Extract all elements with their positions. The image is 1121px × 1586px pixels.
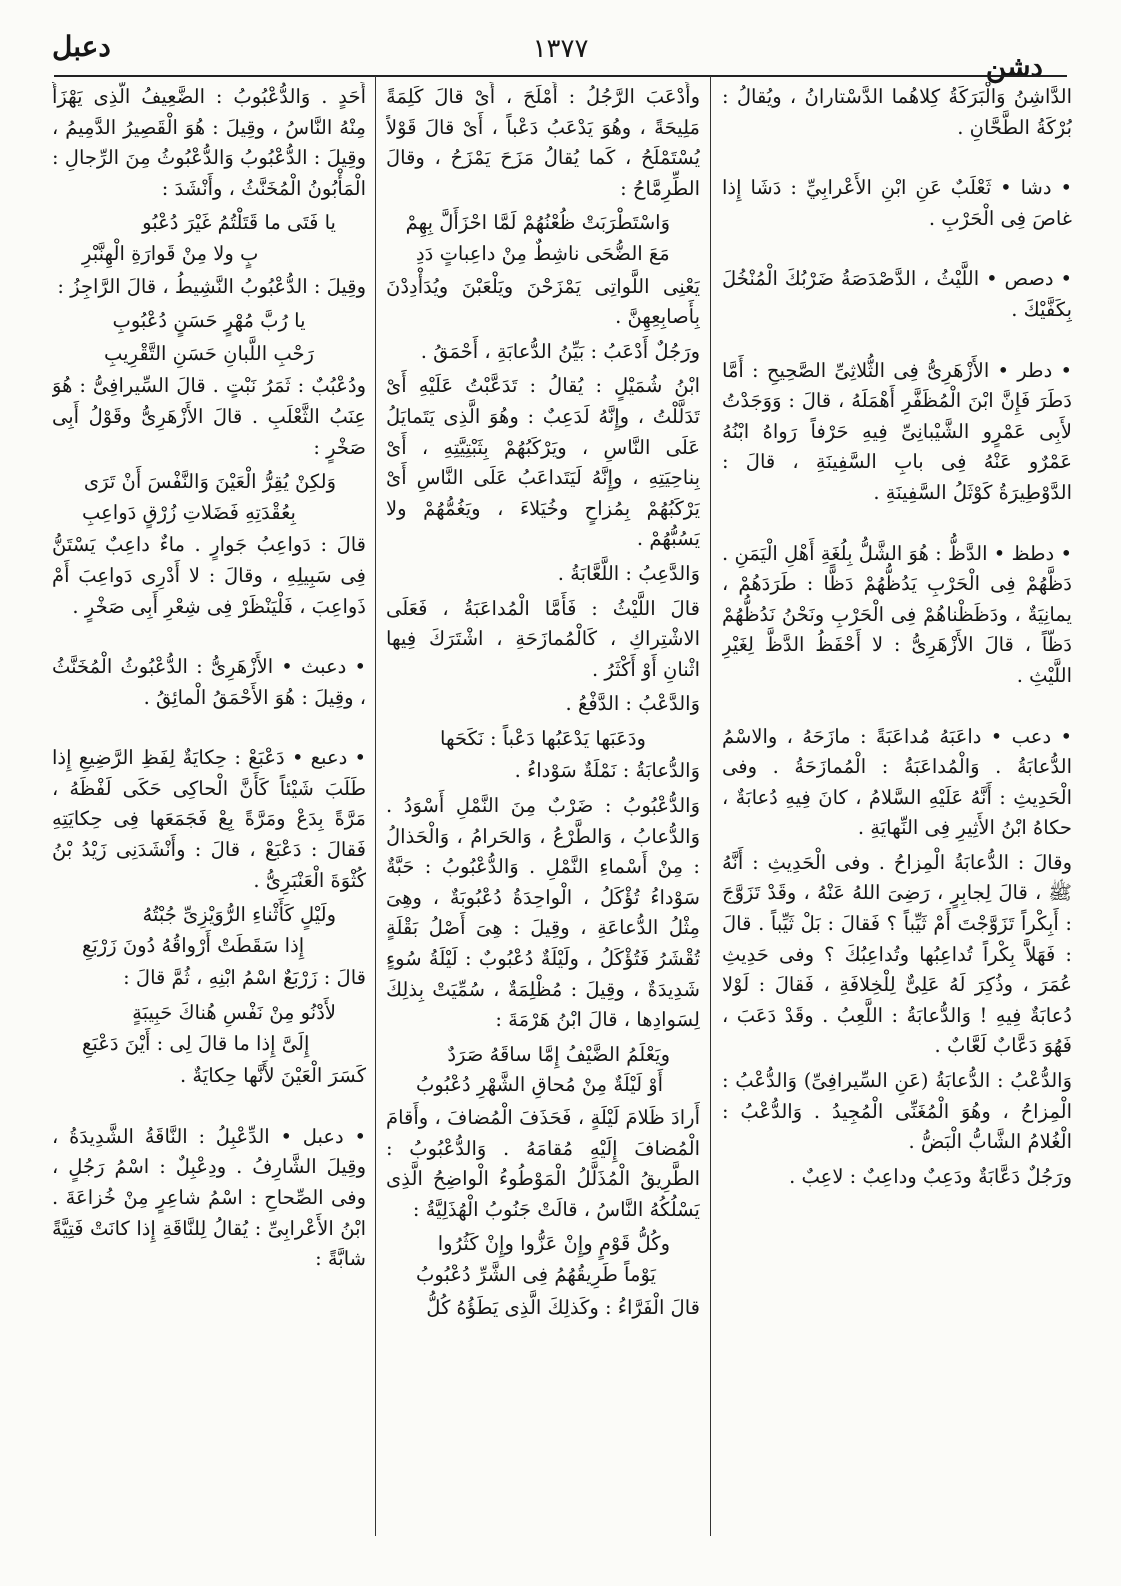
column-divider-left: [375, 76, 376, 1536]
verse-line: أَوْ لَيْلَةٌ مِنْ مُحاقِ الشَّهْرِ دُعْبُوبُ: [416, 1073, 664, 1097]
column-right: [722, 82, 1072, 1552]
paragraph: وقالَ : الدُّعابَةُ الْمِزاحُ . وفى الْحَدِيثِ : أَنَّهُ ﷺ ، قالَ لِجابِرٍ ، رَضِىَ اللهُ عَنْهُ ، وقَدْ تَزَوَّجَ : أَبِكْراً تَزَوَّجْتَ أَمْ ثَيِّباً ؟ فَقالَ : بَلْ ثَيِّباً . قالَ : فَهَلاَّ بِكْراً تُداعِبُها وتُداعِبُكَ ؟ وفى حَدِيثِ عُمَرَ ، وذُكِرَ لَهُ عَلِىٌّ لِلْخِلافَةِ ، فَقالَ : لَوْلا دُعابَةٌ فِيهِ ! وَالدُّعابَةُ : اللَّعِبُ . وقَدْ دَعَبَ ، فَهُوَ دَعَّابٌ لَعَّابٌ .: [722, 850, 1072, 1058]
verse-line: بٍ ولا مِنْ قَوارَةِ الْهِنَّبْرِ: [82, 241, 259, 265]
paragraph: وَالدُّعابَةُ : نَمْلَةٌ سَوْداءُ .: [514, 759, 700, 783]
verse-line: رَحْبِ اللَّبانِ حَسَنِ التَّقْرِيبِ: [104, 341, 314, 365]
entry-dasas: • دصص • اللَّيْثُ ، الدَّصْدَصَةُ ضَرْبُكَ الْمُنْخُلَ بِكَفَّيْكَ .: [722, 267, 1072, 321]
paragraph: وَالدُّعْبُ : الدُّعابَةُ (عَنِ السِّيرافِىِّ) وَالدُّعْبُ : الْمِزاحُ ، وهُوَ الْمُغَنِّى الْمُجِيدُ . وَالدُّعْبُ : الْغُلامُ الشَّابُّ الْبَضُّ .: [722, 1069, 1072, 1154]
verse-line: وكُلُّ قَوْمٍ وإِنْ عَزُّوا وإِنْ كَثُرُوا: [437, 1232, 670, 1256]
entry-daabil: • دعبل • الدِّعْبِلُ : النَّاقَةُ الشَّدِيدَةُ ، وقِيلَ الشَّارِفُ . ودِعْبِلٌ : اسْمُ رَجُلٍ ، وفى الصِّحاحِ : اسْمُ شاعِرٍ مِنْ خُزاعَةَ . ابْنُ الأَعْرابِىِّ : يُقالُ لِلنَّاقَةِ إِذا كانَتْ فَتِيَّةً شابَّةً :: [52, 1124, 366, 1271]
verse-line: وَاسْتَطْرَبَتْ ظُعْنُهُمْ لَمَّا احْزَأَلَّ بِهِمْ: [405, 211, 670, 235]
verse-line: مَعَ الضُّحَى ناشِطٌ مِنْ داعِباتٍ دَدِ: [416, 241, 670, 265]
paragraph: وأَدْعَبَ الرَّجُلُ : أَمْلَحَ ، أَىْ قالَ كَلِمَةً مَلِيحَةً ، وهُوَ يَدْعَبُ دَعْباً ، أَىْ قالَ قَوْلاً يُسْتَمْلَحُ ، كَما يُقالُ مَزَحَ يَمْزَحُ ، وقالَ الطِّرِمَّاحُ :: [386, 85, 700, 200]
paragraph: ابْنُ شُمَيْلٍ : يُقالُ : تَدَعَّبْتُ عَلَيْهِ أَىْ تَدَلَّلْتُ ، وإِنَّهُ لَدَعِبٌ : وهُوَ الَّذِى يَتَمايَلُ عَلَى النَّاسِ ، ويَرْكَبُهُمْ بِثَبْتِيَّتِهِ ، أَىْ بِناحِيَتِهِ ، وإِنَّهُ لَيَتَداعَبُ عَلَى النَّاسِ أَىْ يَرْكَبُهُمْ بِمُزاحٍ وخُيَلاءَ ، ويَغُمُّهُمْ ولا يَسُبُّهُمْ .: [386, 374, 700, 551]
verse-line: يَوْماً طَرِيقُهُمُ فِى الشَّرِّ دُعْبُوبُ: [416, 1262, 656, 1286]
paragraph: وقِيلَ : الدُّعْبُوبُ النَّشِيطُ ، قالَ الرَّاجِزُ :: [57, 274, 366, 298]
column-divider-right: [710, 76, 711, 1536]
verse-line: وَلكِنْ يُقِرُّ الْعَيْنَ وَالنَّفْسَ أَنْ تَرَى: [83, 470, 336, 494]
paragraph: أَرادَ ظَلامَ لَيْلَةٍ ، فَحَذَفَ الْمُضافَ ، وأَقامَ الْمُضافَ إِلَيْهِ مُقامَهُ . وَالدُّعْبُوبُ : الطَّرِيقُ الْمُذَلَّلُ الْمَوْطُوءُ الْواضِحُ الَّذِى يَسْلُكُهُ النَّاسُ ، قالَتْ جَنُوبُ الْهُذَلِيَّةُ :: [386, 1106, 700, 1221]
header-root-word-right: دشن: [985, 50, 1043, 83]
paragraph: ورَجُلٌ دَعَّابَةٌ ودَعِبٌ وداعِبٌ : لاعِبٌ .: [789, 1164, 1072, 1188]
paragraph: أَحَدٍ . وَالدُّعْبُوبُ : الضَّعِيفُ الَّذِى يَهْزَأُ مِنْهُ النَّاسُ ، وقِيلَ : هُوَ الْقَصِيرُ الدَّمِيمُ ، وقِيلَ : الدُّعْبُوبُ وَالدُّعْبُوثُ مِنَ الرِّجالِ : الْمَأْبُونُ الْمُخَنَّثُ ، وأَنْشَدَ :: [52, 85, 366, 200]
header-root-word-left: دعبل: [52, 30, 111, 63]
verse-line: بِعُقْدَتِهِ فَضَلاتِ زُرْقٍ دَواعِبِ: [82, 500, 296, 524]
paragraph: وَالدَّعِبُ : اللَّعَّابَةُ .: [557, 561, 700, 585]
verse-line: إِلَىَّ إِذا ما قالَ لِى : أَيْنَ دَعْبَعِ: [82, 1031, 310, 1055]
paragraph: الدَّاشِنُ وَالْبَرَكَةُ كِلاهُما الدَّسْتارانُ ، ويُقالُ : بُرْكَةُ الطَّحَّانِ .: [722, 85, 1072, 139]
column-middle: [386, 82, 700, 1552]
header-rule: [54, 75, 1067, 77]
paragraph: وَالدَّعْبُ : الدَّفْعُ .: [565, 692, 700, 716]
entry-dasha: • دشا • ثَعْلَبٌ عَنِ ابْنِ الأَعْرابِيِّ : دَشَا إِذا غاصَ فِى الْحَرْبِ .: [722, 176, 1072, 230]
entry-dazz: • دطظ • الدَّظُّ : هُوَ الشَّلُّ بِلُغَةِ أَهْلِ الْيَمَنِ . دَظَّهُمْ فِى الْحَرْبِ يَدُظُّهُمْ دَظًّا : طَرَدَهُمْ ، يمانِيَةٌ ، ودَظَظْناهُمْ فِى الْحَرْبِ ونَحْنُ نَدُظُّهُمْ دَظّاً ، قالَ الأَزْهَرِىُّ : لا أَحْفَظُ الدَّظَّ لِغَيْرِ اللَّيْثِ .: [722, 541, 1072, 687]
entry-daaba: • دعبع • دَعْبَعْ : حِكايَةٌ لِفَظِ الرَّضِيعِ إِذا طَلَبَ شَيْئاً كَأَنَّ الْحاكِى حَكَى لَفْظَهُ ، مَرَّةً بِدَعْ ومَرَّةً بِعْ فَجَمَعَها فِى حِكايَتِهِ فَقالَ : دَعْبَعْ ، قالَ : وأَنْشَدَنِى زَيْدُ بْنُ كُثْوَةَ الْعَنْبَرِىُّ .: [52, 746, 366, 892]
verse-line: يا رُبَّ مُهْرٍ حَسَنٍ دُعْبُوبِ: [112, 309, 306, 333]
verse-line: ويَعْلَمُ الضَّيْفُ إِمَّا ساقَهُ صَرَدٌ: [447, 1042, 670, 1066]
paragraph: قالَ الْفَرَّاءُ : وكَذلِكَ الَّذِى يَطَؤُهُ كُلُّ: [426, 1295, 700, 1319]
paragraph: قالَ اللَّيْثُ : فَأَمَّا الْمُداعَبَةُ ، فَعَلَى الاشْتِراكِ ، كَالْمُمازَحَةِ ، اشْتَرَكَ فِيها اثْنانِ أَوْ أَكْثَرُ .: [386, 596, 700, 681]
paragraph: كَسَرَ الْعَيْنَ لأَنَّها حِكايَةٌ .: [179, 1064, 366, 1088]
entry-daab: • دعب • داعَبَهُ مُداعَبَةً : مازَحَهُ ، والاسْمُ الدُّعابَةُ . وَالْمُداعَبَةُ : الْمُمازَحَةُ . وفى الْحَدِيثِ : أَنَّهُ عَلَيْهِ السَّلامُ ، كانَ فِيهِ دُعابَةٌ ، حكاهُ ابْنُ الأَثِيرِ فِى النِّهايَةِ .: [722, 724, 1072, 840]
entry-daabath: • دعبث • الأَزْهَرِىُّ : الدُّعْبُوثُ الْمُخَنَّثُ ، وقِيلَ : هُوَ الأَحْمَقُ الْمائِقُ .: [52, 655, 366, 709]
paragraph: يَعْنِى اللَّواتِى يَمْزَحْنَ ويَلْعَبْنَ ويُدَأْدِدْنَ بِأَصابِعِهِنَّ .: [386, 274, 700, 329]
paragraph: قالَ : دَواعِبُ جَوارٍ . ماءٌ داعِبٌ يَسْتَنُّ فِى سَبِيلِهِ ، وقالَ : لا أَدْرِى دَواعِبَ أَمْ ذَواعِبَ ، فَلْيَنْظَرْ فِى شِعْرِ أَبِى صَخْرٍ .: [52, 533, 366, 618]
verse-line: ولَيْلٍ كَأَثْناءِ الرُّوَيْزِىِّ جُبْتُهُ: [142, 903, 336, 927]
paragraph: ودَعَبَها يَدْعَبُها دَعْباً : نَكَحَها: [440, 726, 646, 750]
verse-line: لأَدْنُو مِنْ نَفْسِ هُناكَ حَبِيبَةٍ: [132, 1001, 336, 1025]
page-number: ١٣٧٧: [532, 34, 589, 64]
entry-datar: • دطر • الأَزْهَرِىُّ فِى الثُّلاثِىِّ الصَّحِيحِ : أَمَّا دَطَرَ فَإِنَّ ابْنَ الْمُظَفَّرِ أَهْمَلَهُ ، قالَ : وَوَجَدْتُ لأَبِى عَمْرٍو الشَّيْبانِىِّ فِيهِ حَرْفاً رَواهُ ابْنُهُ عَمْرٌو عَنْهُ فِى بابِ السَّفِينَةِ ، قالَ : الدَّوْطِيرَةُ كَوْثَلُ السَّفِينَةِ .: [722, 358, 1072, 504]
column-left: [52, 82, 366, 1552]
verse-line: يا فَتَى ما قَتَلْتُمُ غَيْرَ دُعْبُو: [142, 211, 336, 235]
paragraph: ورَجُلٌ أَدْعَبُ : بَيِّنُ الدُّعابَةِ ، أَحْمَقُ .: [420, 339, 700, 363]
paragraph: ودُعْبُبٌ : ثَمَرُ نَبْتٍ . قالَ السِّيرافِىُّ : هُوَ عِنَبُ الثَّعْلَبِ . قالَ الأَزْهَرِىُّ وقَوْلُ أَبِى صَخْرٍ :: [52, 374, 366, 459]
paragraph: قالَ : زَرْبَعٌ اسْمُ ابْنِهِ ، ثُمَّ قالَ :: [123, 966, 366, 990]
verse-line: إِذا سَقَطَتْ أَرْواقُهُ دُونَ زَرْبَعِ: [82, 933, 305, 957]
paragraph: وَالدُّعْبُوبُ : ضَرْبٌ مِنَ النَّمْلِ أَسْوَدُ . وَالدُّعابُ ، وَالطَّرْعُ ، وَالحَرامُ ، وَالْحَذالُ : مِنْ أَسْماءِ النَّمْلِ . وَالدُّعْبُوبُ : حَبَّةٌ سَوْداءُ تُؤْكَلُ ، الْواحِدَةُ دُعْبُوبَةٌ ، وهِىَ مِثْلُ الدُّعاعَةِ ، وقِيلَ : هِىَ أَصْلُ بَقْلَةٍ تُقْشَرُ فَتُؤْكَلُ ، ولَيْلَةٌ دُعْبُوبٌ : لَيْلَةُ سُوءٍ شَدِيدَةٌ ، وقِيلَ : مُظْلِمَةٌ ، سُمِّيَتْ بِذلِكَ لِسَوادِها ، قالَ ابْنُ هَرْمَةَ :: [386, 794, 700, 1032]
